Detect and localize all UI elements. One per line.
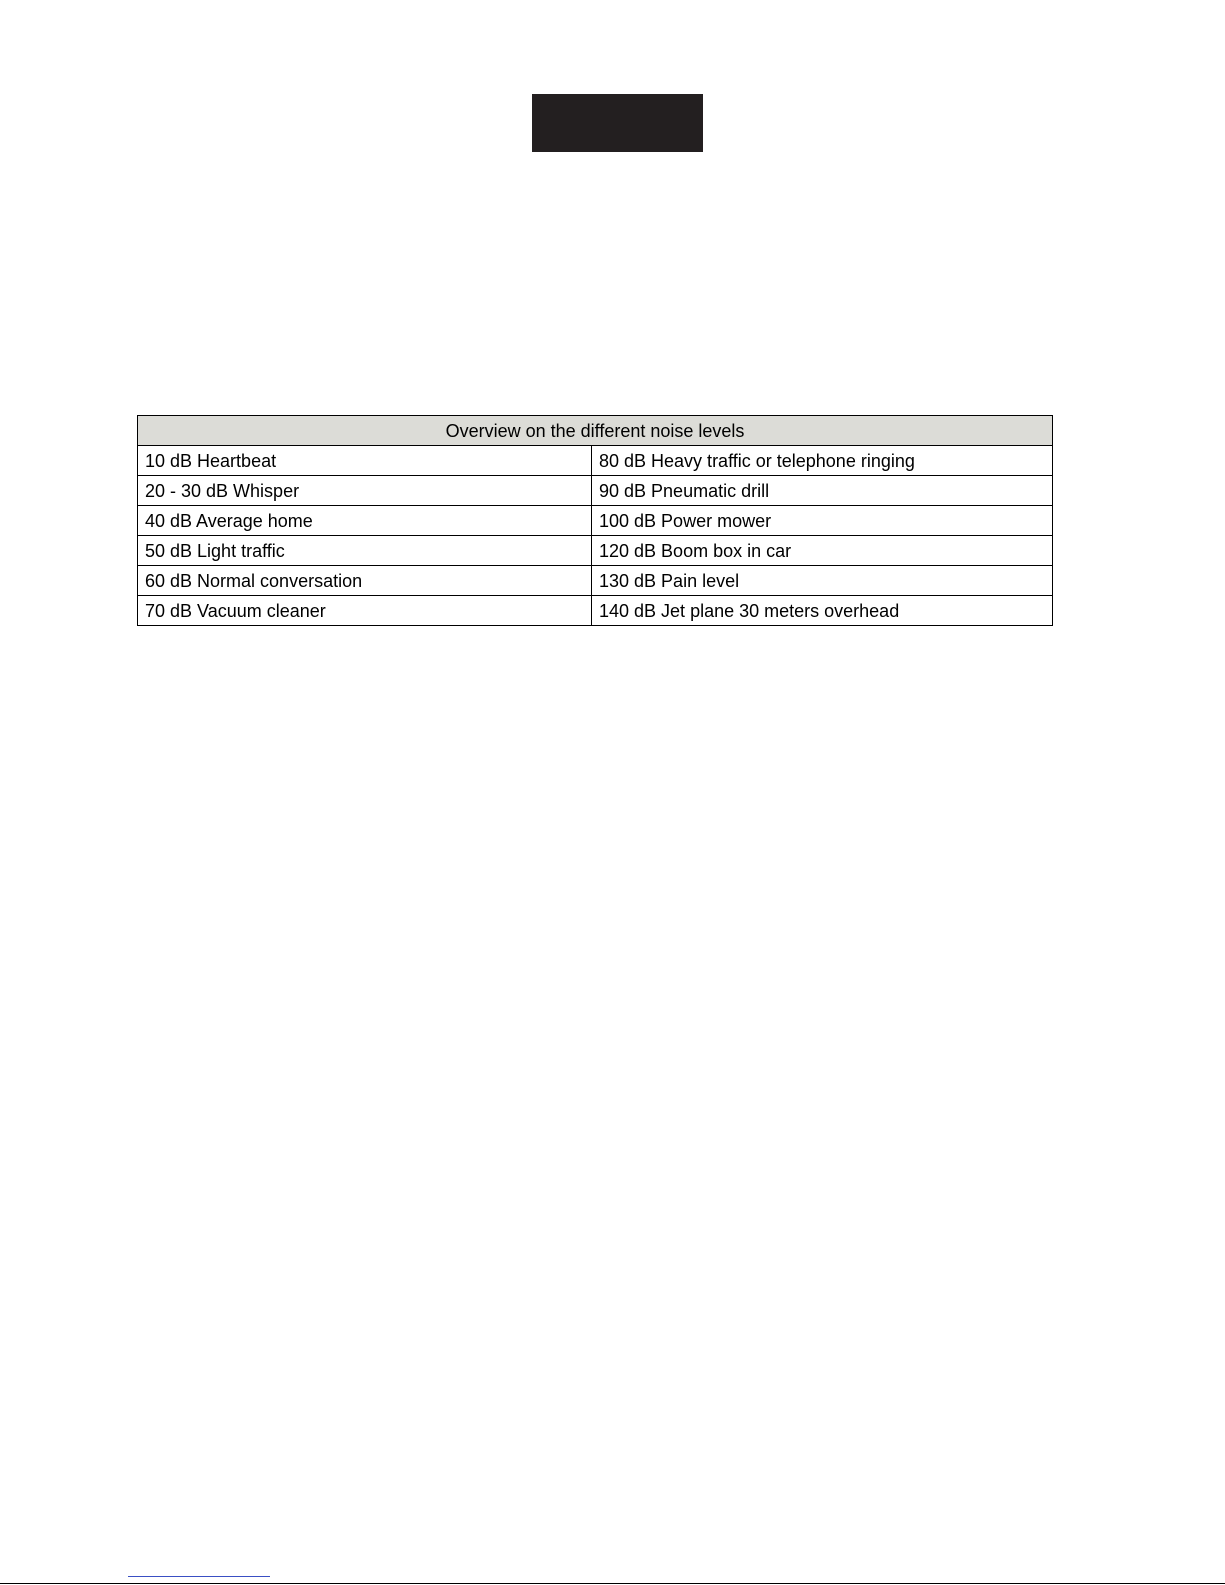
noise-levels-table — [137, 415, 1053, 626]
table-cell-left: 70 dB Vacuum cleaner — [138, 596, 592, 626]
table-cell-left: 50 dB Light traffic — [138, 536, 592, 566]
table-cell-left: 10 dB Heartbeat — [138, 446, 592, 476]
table-cell-left: 40 dB Average home — [138, 506, 592, 536]
table-cell-left: 60 dB Normal conversation — [138, 566, 592, 596]
table-cell-right: 130 dB Pain level — [592, 566, 1053, 596]
table-cell-right: 100 dB Power mower — [592, 506, 1053, 536]
table-cell-right: 80 dB Heavy traffic or telephone ringing — [592, 446, 1053, 476]
table-row — [138, 566, 1053, 596]
table-row — [138, 476, 1053, 506]
table-row — [138, 596, 1053, 626]
black-redaction-block — [532, 94, 703, 152]
table-cell-left: 20 - 30 dB Whisper — [138, 476, 592, 506]
table-cell-right: 90 dB Pneumatic drill — [592, 476, 1053, 506]
table-cell-right: 140 dB Jet plane 30 meters overhead — [592, 596, 1053, 626]
table-header-row — [138, 416, 1053, 446]
footnote-separator — [128, 1576, 270, 1577]
table-row — [138, 536, 1053, 566]
table-row — [138, 506, 1053, 536]
table-row — [138, 446, 1053, 476]
table-title: Overview on the different noise levels — [138, 416, 1053, 446]
page-bottom-rule — [0, 1583, 1225, 1584]
table-cell-right: 120 dB Boom box in car — [592, 536, 1053, 566]
